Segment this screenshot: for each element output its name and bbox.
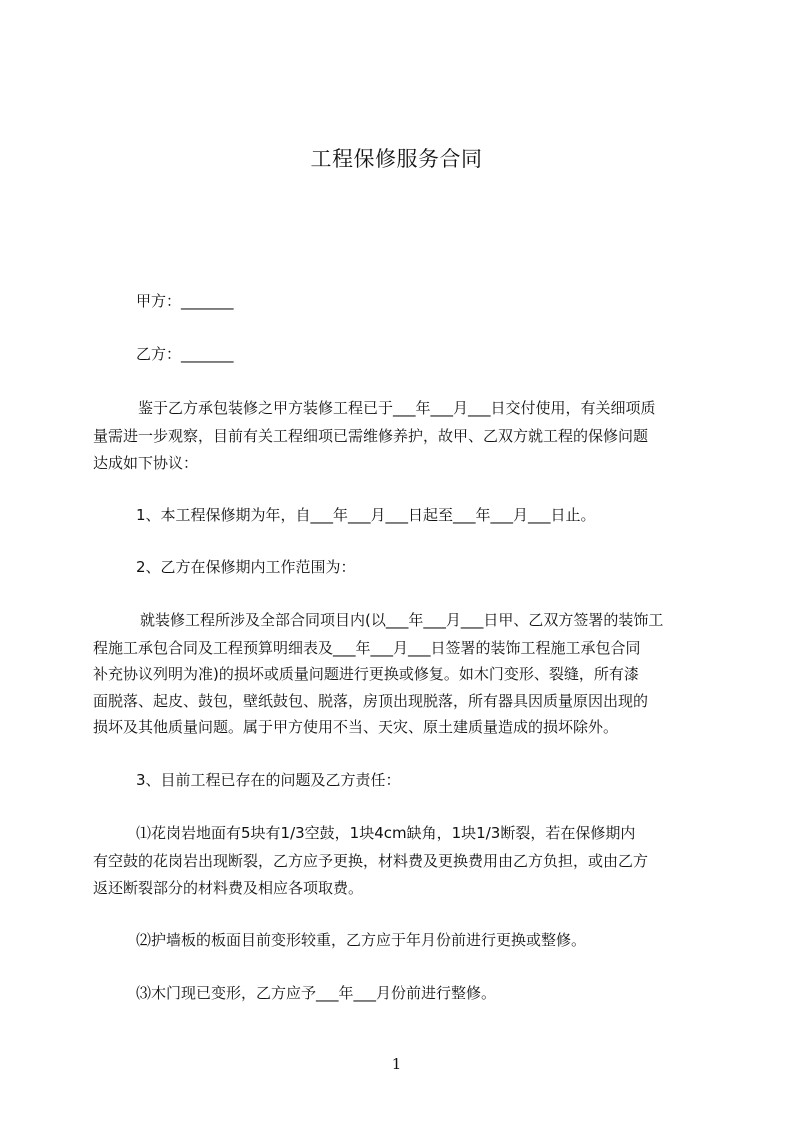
intro-line-3: 达成如下协议：	[93, 454, 199, 472]
clause-2-line-2: 程施工承包合同及工程预算明细表及___年___月___日签署的装饰工程施工承包合同	[93, 639, 641, 657]
clause-2-line-5: 损坏及其他质量问题。属于甲方使用不当、天灾、原土建质量造成的损坏除外。	[93, 718, 619, 736]
item-1-line-3: 返还断裂部分的材料费及相应各项取费。	[93, 879, 364, 897]
page-title: 工程保修服务合同	[310, 147, 483, 171]
clause-1: 1、本工程保修期为年，自___年___月___日起至___年___月___日止。	[136, 506, 596, 524]
intro-line-2: 量需进一步观察，目前有关工程细项已需维修养护，故甲、乙双方就工程的保修问题	[93, 427, 649, 445]
clause-2-line-1: 就装修工程所涉及全部合同项目内(以___年___月___日甲、乙双方签署的装饰工	[140, 611, 664, 629]
page-number: 1	[391, 1055, 402, 1073]
party-b-line: 乙方：_______	[136, 345, 234, 363]
item-1-line-1: ⑴花岗岩地面有5块有1/3空鼓，1块4cm缺角，1块1/3断裂，若在保修期内	[136, 824, 636, 842]
item-3: ⑶木门现已变形，乙方应予___年___月份前进行整修。	[136, 984, 497, 1002]
clause-3-heading: 3、目前工程已存在的问题及乙方责任：	[136, 771, 401, 789]
intro-line-1: 鉴于乙方承包装修之甲方装修工程已于___年___月___日交付使用，有关细项质	[138, 399, 656, 417]
item-2: ⑵护墙板的板面目前变形较重，乙方应于年月份前进行更换或整修。	[136, 931, 587, 949]
party-a-line: 甲方：_______	[136, 292, 234, 310]
clause-2-line-4: 面脱落、起皮、鼓包，壁纸鼓包、脱落，房顶出现脱落，所有器具因质量原因出现的	[93, 692, 649, 710]
clause-2-line-3: 补充协议列明为准)的损坏或质量问题进行更换或修复。如木门变形、裂缝，所有漆	[93, 665, 639, 683]
item-1-line-2: 有空鼓的花岗岩出现断裂，乙方应予更换，材料费及更换费用由乙方负担，或由乙方	[93, 852, 649, 870]
clause-2-heading: 2、乙方在保修期内工作范围为：	[136, 558, 356, 576]
